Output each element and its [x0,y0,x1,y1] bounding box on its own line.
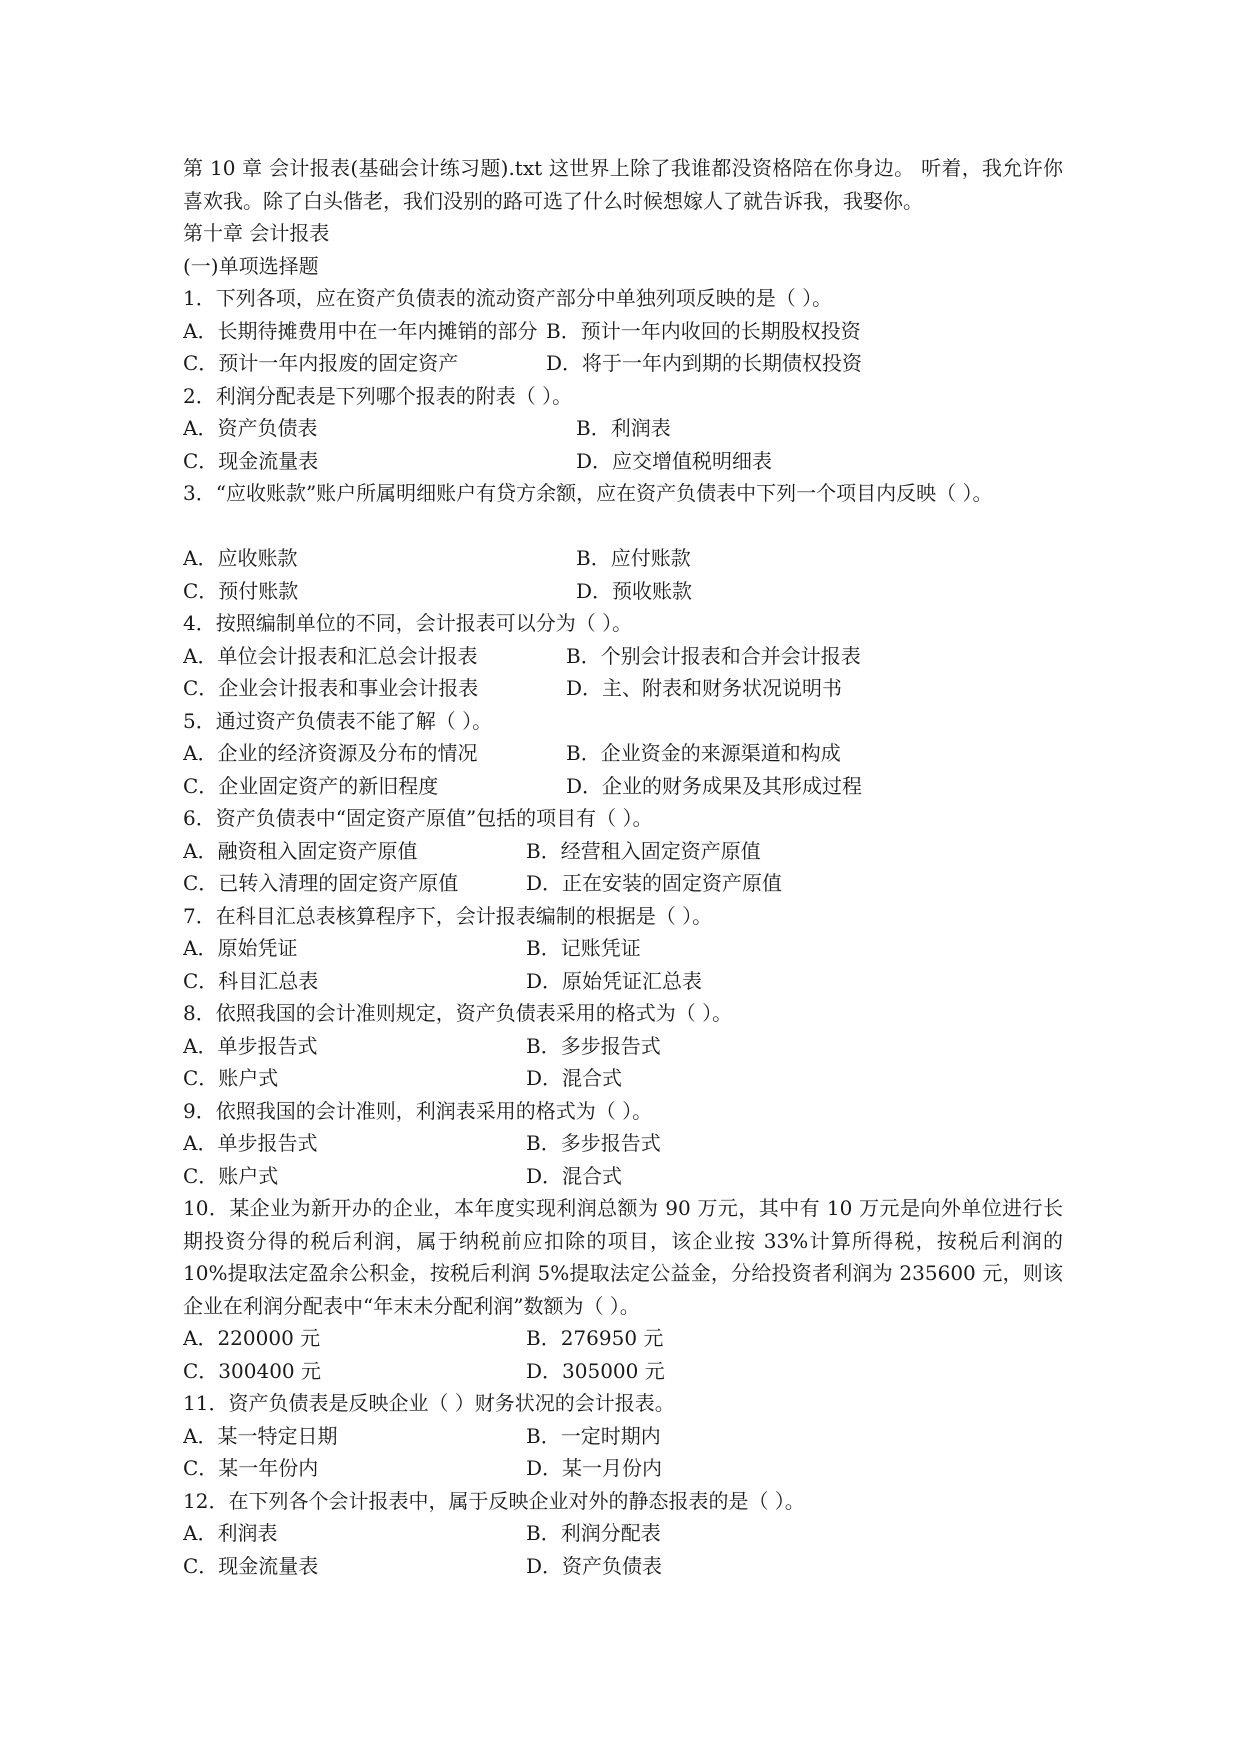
option-a: A．某一特定日期 [183,1423,338,1448]
option-b: B．经营租入固定资产原值 [526,838,761,863]
question-10: 10．某企业为新开办的企业，本年度实现利润总额为 90 万元，其中有 10 万元是向外单位进行长期投资分得的税后利润，属于纳税前应扣除的项目，该企业按 33%计算所得税，按税后利润的 10%提取法定盈余公积金，按税后利润 5%提取法定公益金，分给投资者利润为 235600 元，则该企业在利润分配表中“年末未分配利润”数额为（ ）。 [183,1196,1063,1318]
options-row [183,640,1063,673]
option-d: D．将于一年内到期的长期债权投资 [546,351,863,375]
options-row [183,737,1063,770]
options-row [183,672,1063,705]
option-d: D．企业的财务成果及其形成过程 [566,773,863,798]
option-b: B．利润分配表 [526,1521,661,1545]
option-b: B．276950 元 [526,1326,664,1350]
question-7: 7．在科目汇总表核算程序下，会计报表编制的根据是（ ）。 [183,903,713,928]
options-row [183,542,1063,575]
options-row [183,1420,1063,1453]
options-row [183,867,1063,900]
options-row [183,1127,1063,1160]
option-a: A．单步报告式 [183,1033,318,1058]
option-b: B．企业资金的来源渠道和构成 [566,741,841,765]
option-b: B．预计一年内收回的长期股权投资 [546,318,861,343]
option-c: C．现金流量表 [183,448,319,473]
option-c: C．预付账款 [183,578,299,603]
options-row [183,1517,1063,1550]
options-row [183,1550,1063,1583]
options-row [183,347,1063,380]
option-a: A．原始凭证 [183,936,298,960]
intro-paragraph: 第 10 章 会计报表(基础会计练习题).txt 这世界上除了我谁都没资格陪在你身边。 听着，我允许你喜欢我。除了白头偕老，我们没别的路可选了什么时候想嫁人了就告诉我，我娶你。 [183,156,1063,213]
option-a: A．利润表 [183,1521,278,1545]
option-c: C．某一年份内 [183,1456,319,1480]
option-d: D．应交增值税明细表 [576,448,773,473]
question-9: 9．依照我国的会计准则，利润表采用的格式为（ ）。 [183,1098,653,1123]
option-c: C．账户式 [183,1066,279,1090]
option-a: A．资产负债表 [183,416,318,440]
options-row [183,1322,1063,1355]
option-b: B．多步报告式 [526,1033,661,1058]
options-row [183,835,1063,868]
options-row [183,932,1063,965]
option-b: B．多步报告式 [526,1131,661,1155]
options-row [183,1030,1063,1063]
option-a: A．单位会计报表和汇总会计报表 [183,643,478,668]
options-row [183,965,1063,998]
option-c: C．账户式 [183,1163,279,1188]
question-12: 12．在下列各个会计报表中，属于反映企业对外的静态报表的是（ ）。 [183,1488,805,1513]
option-a: A．220000 元 [183,1326,321,1350]
options-row [183,1160,1063,1193]
option-b: B．利润表 [576,416,671,440]
options-row [183,445,1063,478]
option-d: D．原始凭证汇总表 [526,968,703,993]
option-c: C．企业固定资产的新旧程度 [183,773,439,798]
question-4: 4．按照编制单位的不同，会计报表可以分为（ ）。 [183,611,633,635]
section-title: (一)单项选择题 [183,253,319,278]
options-row [183,315,1063,348]
option-b: B．一定时期内 [526,1423,661,1448]
option-a: A．单步报告式 [183,1131,318,1155]
options-row [183,1355,1063,1388]
option-d: D．主、附表和财务状况说明书 [566,676,843,700]
question-3: 3．“应收账款”账户所属明细账户有贷方余额，应在资产负债表中下列一个项目内反映（ ）。 [183,481,993,505]
option-d: D．预收账款 [576,578,693,603]
option-c: C．现金流量表 [183,1553,319,1578]
question-6: 6．资产负债表中“固定资产原值”包括的项目有（ ）。 [183,806,653,830]
option-c: C．企业会计报表和事业会计报表 [183,676,479,700]
question-11: 11．资产负债表是反映企业（ ）财务状况的会计报表。 [183,1391,675,1415]
option-a: A．长期待摊费用中在一年内摊销的部分 [183,318,538,343]
options-row [183,412,1063,445]
option-d: D．305000 元 [526,1358,665,1383]
question-1: 1．下列各项，应在资产负债表的流动资产部分中单独列项反映的是（ ）。 [183,286,833,310]
question-2: 2．利润分配表是下列哪个报表的附表（ ）。 [183,383,573,408]
option-d: D．正在安装的固定资产原值 [526,871,783,895]
option-b: B．个别会计报表和合并会计报表 [566,643,861,668]
document-content [183,152,1063,1582]
option-d: D．混合式 [526,1163,623,1188]
options-row [183,770,1063,803]
option-d: D．混合式 [526,1066,623,1090]
option-d: D．资产负债表 [526,1553,663,1578]
option-b: B．应付账款 [576,546,691,570]
question-8: 8．依照我国的会计准则规定，资产负债表采用的格式为（ ）。 [183,1001,733,1025]
options-row [183,1452,1063,1485]
options-row [183,1062,1063,1095]
option-c: C．300400 元 [183,1358,322,1383]
question-5: 5．通过资产负债表不能了解（ ）。 [183,708,493,733]
option-c: C．科目汇总表 [183,968,319,993]
option-c: C．已转入清理的固定资产原值 [183,871,459,895]
option-a: A．应收账款 [183,546,298,570]
options-row [183,575,1063,608]
option-a: A．企业的经济资源及分布的情况 [183,741,478,765]
option-a: A．融资租入固定资产原值 [183,838,418,863]
option-b: B．记账凭证 [526,936,641,960]
option-d: D．某一月份内 [526,1456,663,1480]
option-c: C．预计一年内报废的固定资产 [183,351,459,375]
chapter-title: 第十章 会计报表 [183,221,330,245]
